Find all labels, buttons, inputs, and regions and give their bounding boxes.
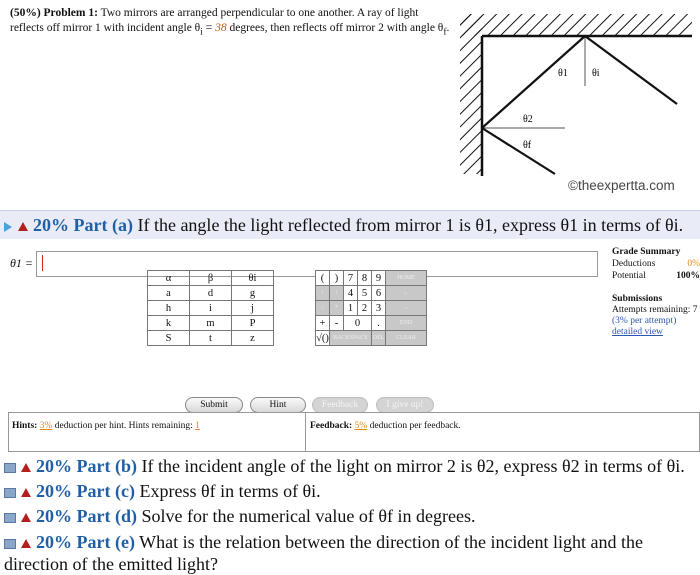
key-9[interactable]: 9 bbox=[372, 271, 386, 286]
problem-text-2: degrees, then reflects off mirror 2 with angle θ bbox=[226, 22, 444, 34]
part-b-question: If the incident angle of the light on mirror 2 is θ2, express θ2 in terms of θi. bbox=[141, 456, 685, 476]
feedback-info bbox=[310, 421, 461, 431]
key-dot[interactable]: . bbox=[372, 316, 386, 331]
problem-sub-i: i bbox=[200, 26, 203, 38]
part-d-header[interactable] bbox=[4, 506, 694, 527]
part-a-pct: 20% Part (a) bbox=[33, 215, 133, 235]
key-clear[interactable]: CLEAR bbox=[386, 331, 427, 346]
problem-eq: = bbox=[202, 22, 216, 34]
part-b-pct: 20% Part (b) bbox=[36, 456, 137, 476]
warning-icon bbox=[21, 463, 31, 472]
key-1[interactable]: 1 bbox=[344, 301, 358, 316]
potential-label: Potential bbox=[612, 271, 646, 281]
warning-icon bbox=[21, 488, 31, 497]
key-theta-i[interactable]: θi bbox=[232, 271, 274, 286]
key-open-paren[interactable]: ( bbox=[316, 271, 330, 286]
warning-icon bbox=[21, 539, 31, 548]
part-c-header[interactable] bbox=[4, 481, 694, 502]
deductions-value: 0% bbox=[687, 259, 700, 269]
warning-icon bbox=[21, 513, 31, 522]
incident-angle-value: 38 bbox=[215, 22, 227, 34]
part-c-pct: 20% Part (c) bbox=[36, 481, 135, 501]
mirror-diagram bbox=[455, 4, 695, 176]
key-beta[interactable]: β bbox=[190, 271, 232, 286]
reflected-ray bbox=[482, 36, 585, 128]
problem-sub-f: f bbox=[443, 26, 447, 38]
key-7[interactable]: 7 bbox=[344, 271, 358, 286]
key-up-1[interactable]: ↑ bbox=[316, 286, 330, 301]
part-e-pct: 20% Part (e) bbox=[36, 532, 135, 552]
key-right[interactable]: → bbox=[386, 301, 427, 316]
collapse-icon bbox=[4, 463, 16, 473]
grade-summary bbox=[612, 246, 700, 282]
label-thetai: θi bbox=[592, 68, 600, 79]
mirror-1-hatch bbox=[460, 14, 692, 36]
part-d-question: Solve for the numerical value of θf in degrees. bbox=[141, 506, 476, 526]
key-i[interactable]: i bbox=[190, 301, 232, 316]
hints-remaining: 1 bbox=[195, 421, 200, 431]
part-c-question: Express θf in terms of θi. bbox=[139, 481, 321, 501]
grade-summary-title: Grade Summary bbox=[612, 247, 681, 257]
symbol-keypad bbox=[147, 270, 274, 346]
problem-text-1: Two mirrors are arranged perpendicular to one another. A ray of light reflects off mirror 1 with incident angle θ bbox=[10, 7, 419, 34]
key-4[interactable]: 4 bbox=[344, 286, 358, 301]
key-alpha[interactable]: α bbox=[148, 271, 190, 286]
key-z[interactable]: z bbox=[232, 331, 274, 346]
key-close-paren[interactable]: ) bbox=[330, 271, 344, 286]
collapse-icon bbox=[4, 539, 16, 549]
part-e-question: What is the relation between the direction of the incident light and the direction of the emitted light? bbox=[4, 532, 643, 574]
key-S[interactable]: S bbox=[148, 331, 190, 346]
key-left[interactable]: ← bbox=[386, 286, 427, 301]
expand-arrow-icon[interactable] bbox=[4, 222, 12, 232]
problem-statement bbox=[10, 6, 450, 39]
warning-icon bbox=[18, 222, 28, 231]
feedback-text: deduction per feedback. bbox=[367, 421, 461, 431]
feedback-button[interactable]: Feedback bbox=[312, 397, 368, 413]
part-a-question: If the angle the light reflected from mirror 1 is θ1, express θ1 in terms of θi. bbox=[137, 215, 684, 235]
hint-feedback-bar bbox=[8, 412, 700, 452]
submissions-title: Submissions bbox=[612, 294, 663, 304]
key-minus[interactable]: - bbox=[330, 316, 344, 331]
problem-end: . bbox=[446, 22, 450, 34]
key-j[interactable]: j bbox=[232, 301, 274, 316]
mirror-2-hatch bbox=[460, 14, 482, 174]
key-P[interactable]: P bbox=[232, 316, 274, 331]
key-k[interactable]: k bbox=[148, 316, 190, 331]
hints-label: Hints: bbox=[12, 421, 38, 431]
key-6[interactable]: 6 bbox=[372, 286, 386, 301]
label-theta1: θ1 bbox=[558, 68, 568, 79]
hints-info bbox=[12, 421, 200, 431]
key-sqrt[interactable]: √() bbox=[316, 332, 329, 344]
key-del[interactable]: DEL bbox=[372, 331, 386, 346]
numeric-keypad bbox=[315, 270, 427, 346]
key-end[interactable]: END bbox=[386, 316, 427, 331]
key-t[interactable]: t bbox=[190, 331, 232, 346]
key-5[interactable]: 5 bbox=[358, 286, 372, 301]
part-b-header[interactable] bbox=[4, 456, 694, 477]
feedback-pct: 5% bbox=[354, 421, 368, 431]
part-a-line bbox=[4, 215, 683, 236]
key-8[interactable]: 8 bbox=[358, 271, 372, 286]
key-0[interactable]: 0 bbox=[344, 316, 372, 331]
key-multiply[interactable]: * bbox=[330, 301, 344, 316]
potential-value: 100% bbox=[676, 271, 700, 281]
key-2[interactable]: 2 bbox=[358, 301, 372, 316]
hint-button[interactable]: Hint bbox=[250, 397, 306, 413]
part-e-header[interactable] bbox=[4, 531, 694, 575]
collapse-icon bbox=[4, 488, 16, 498]
detailed-view-link[interactable]: detailed view bbox=[612, 327, 663, 337]
key-d[interactable]: d bbox=[190, 286, 232, 301]
key-h[interactable]: h bbox=[148, 301, 190, 316]
emitted-ray bbox=[482, 128, 555, 174]
key-3[interactable]: 3 bbox=[372, 301, 386, 316]
submissions-panel bbox=[612, 294, 700, 338]
key-divide[interactable]: / bbox=[316, 301, 330, 316]
input-caret bbox=[42, 255, 43, 271]
label-theta2: θ2 bbox=[523, 114, 533, 125]
feedback-label: Feedback: bbox=[310, 421, 353, 431]
key-m[interactable]: m bbox=[190, 316, 232, 331]
part-a-header[interactable] bbox=[0, 210, 700, 239]
key-up-2[interactable]: ↑ bbox=[330, 286, 344, 301]
label-thetaf: θf bbox=[523, 140, 532, 151]
part-d-pct: 20% Part (d) bbox=[36, 506, 137, 526]
key-g[interactable]: g bbox=[232, 286, 274, 301]
deductions-label: Deductions bbox=[612, 259, 656, 269]
key-plus[interactable]: + bbox=[316, 316, 330, 331]
per-attempt: (3% per attempt) bbox=[612, 316, 677, 326]
answer-label: θ1 = bbox=[10, 256, 33, 270]
hints-text: deduction per hint. Hints remaining: bbox=[52, 421, 196, 431]
attempts-remaining: Attempts remaining: 7 bbox=[612, 305, 698, 315]
key-home[interactable]: HOME bbox=[386, 271, 427, 286]
key-backspace[interactable]: BACKSPACE bbox=[330, 331, 372, 346]
submit-button[interactable]: Submit bbox=[185, 397, 243, 413]
give-up-button[interactable]: I give up! bbox=[376, 397, 434, 413]
key-a[interactable]: a bbox=[148, 286, 190, 301]
credit-text: ©theexpertta.com bbox=[568, 178, 675, 193]
problem-prefix: (50%) Problem 1: bbox=[10, 7, 98, 19]
hints-pct: 3% bbox=[39, 421, 53, 431]
collapse-icon bbox=[4, 513, 16, 523]
